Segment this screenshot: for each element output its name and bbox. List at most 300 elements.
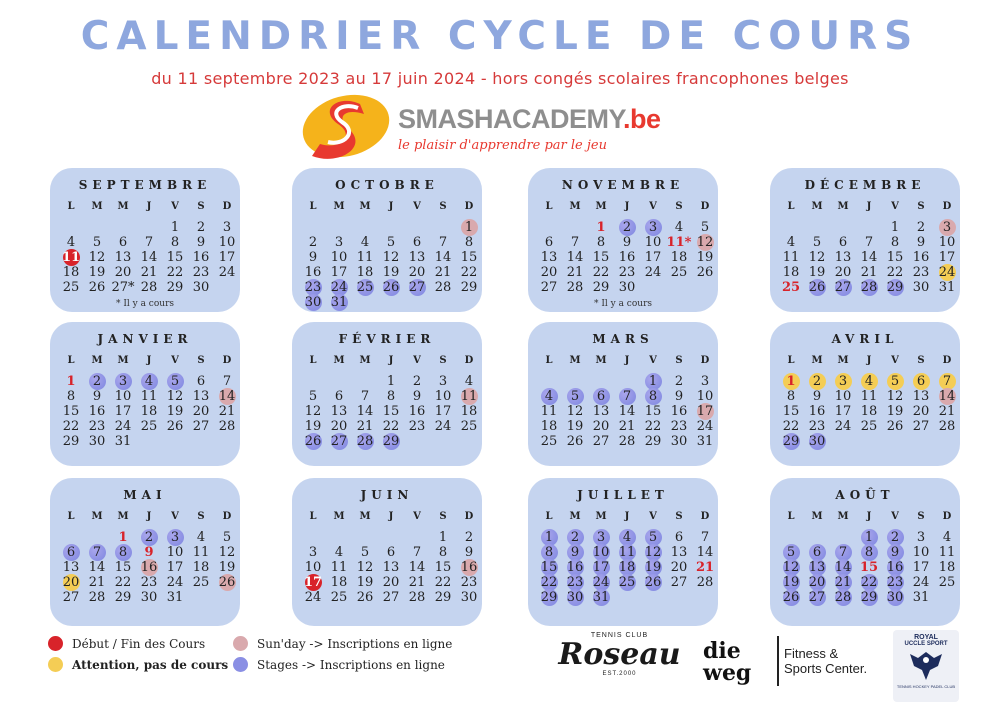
weekday-label: D (942, 201, 952, 212)
day-cell: 14 (140, 250, 158, 265)
day-cell: 23 (882, 575, 908, 590)
day-cell: 2 (916, 220, 926, 235)
month-6 (292, 322, 482, 466)
day-cell: 20 (114, 265, 132, 280)
day-cell: 2 (562, 530, 588, 545)
day-cell: 21 (938, 404, 956, 419)
day-cell: 20 (834, 265, 852, 280)
day-cell: 2 (84, 374, 110, 389)
day-cell: 27 (540, 280, 558, 295)
weekday-label: D (942, 511, 952, 522)
day-cell: 7 (222, 374, 232, 389)
day-cell: 25 (670, 265, 688, 280)
day-cell: 14 (408, 560, 426, 575)
day-cell: 31 (938, 280, 956, 295)
day-cell: 20 (408, 265, 426, 280)
day-cell: 31 (588, 590, 614, 605)
empty-cell (830, 530, 856, 545)
weekday-label: J (388, 511, 394, 522)
weekday-label: S (197, 355, 205, 366)
weekday-label: M (333, 355, 345, 366)
day-cell: 6 (412, 235, 422, 250)
month-3 (528, 168, 718, 312)
day-cell: 6 (334, 389, 344, 404)
day-cell: 5 (360, 545, 370, 560)
day-cell: 17 (692, 404, 718, 419)
weekday-label: D (222, 355, 232, 366)
day-cell: 29 (434, 590, 452, 605)
month-name: SEPTEMBRE (78, 178, 212, 192)
day-cell: 5 (308, 389, 318, 404)
day-cell: 3 (934, 220, 960, 235)
weekday-label: J (624, 511, 630, 522)
day-cell: 26 (378, 280, 404, 295)
day-cell: 23 (300, 280, 326, 295)
day-cell: 17 (912, 560, 930, 575)
legend-attention (48, 657, 228, 672)
red-dot-icon (48, 636, 63, 651)
day-cell: 27 (382, 590, 400, 605)
month-7 (528, 322, 718, 466)
day-cell: 14 (356, 404, 374, 419)
day-cell: 4 (464, 374, 474, 389)
day-cell: 11 (192, 545, 210, 560)
day-cell: 4 (136, 374, 162, 389)
day-cell: 18 (540, 419, 558, 434)
day-cell: 21 (140, 265, 158, 280)
day-cell: 29 (166, 280, 184, 295)
day-cell: 23 (562, 575, 588, 590)
weekday-label: L (545, 355, 553, 366)
weekday-label: L (309, 511, 317, 522)
month-10 (292, 478, 482, 626)
day-cell: 20 (58, 575, 84, 590)
legend-stages-label: Stages -> Inscriptions en ligne (257, 657, 445, 672)
weekday-label: S (439, 355, 447, 366)
day-cell: 4 (536, 389, 562, 404)
day-cell: 20 (592, 419, 610, 434)
day-cell: 1 (536, 530, 562, 545)
day-cell: 15 (460, 250, 478, 265)
day-cell: 27 (326, 434, 352, 449)
empty-cell (300, 220, 326, 235)
logo-be: .be (623, 104, 661, 134)
day-cell: 26 (356, 590, 374, 605)
day-cell: 7 (700, 530, 710, 545)
day-cell: 28 (566, 280, 584, 295)
empty-cell (562, 374, 588, 389)
month-1 (50, 168, 240, 312)
weekday-label: M (333, 511, 345, 522)
day-grid (778, 220, 960, 295)
day-cell: 10 (912, 545, 930, 560)
day-cell: 16 (670, 404, 688, 419)
day-cell: 10 (434, 389, 452, 404)
royal-bottom: TENNIS HOCKEY PADEL CLUB (896, 684, 956, 689)
weekday-label: V (171, 511, 179, 522)
month-name: AOÛT (835, 488, 895, 502)
day-cell: 10 (114, 389, 132, 404)
day-cell: 15 (62, 404, 80, 419)
weekday-label: M (595, 355, 607, 366)
month-name: JANVIER (97, 332, 193, 346)
day-cell: 24 (934, 265, 960, 280)
day-cell: 15 (166, 250, 184, 265)
day-cell: 12 (808, 250, 826, 265)
day-cell: 3 (916, 530, 926, 545)
smashacademy-logo (298, 86, 661, 166)
day-cell: 12 (566, 404, 584, 419)
weekday-label: D (464, 511, 474, 522)
day-cell: 1 (856, 530, 882, 545)
day-cell: 4 (614, 530, 640, 545)
day-cell: 9 (196, 235, 206, 250)
day-cell: 30 (618, 280, 636, 295)
day-cell: 22 (536, 575, 562, 590)
day-cell: 26 (166, 419, 184, 434)
weekday-label: J (388, 201, 394, 212)
day-cell: 18 (670, 250, 688, 265)
day-cell: 23 (88, 419, 106, 434)
day-cell: 23 (460, 575, 478, 590)
day-cell: 2 (804, 374, 830, 389)
weekday-label: M (91, 511, 103, 522)
day-cell: 10 (834, 389, 852, 404)
day-cell: 28 (218, 419, 236, 434)
month-name: MAI (123, 488, 167, 502)
day-cell: 3 (222, 220, 232, 235)
weekday-label: M (569, 201, 581, 212)
day-cell: 19 (640, 560, 666, 575)
empty-cell (326, 220, 352, 235)
day-cell: 24 (834, 419, 852, 434)
empty-cell (404, 220, 430, 235)
day-cell: 8 (438, 545, 448, 560)
day-cell: 6 (588, 389, 614, 404)
weekday-label: D (700, 201, 710, 212)
day-cell: 29 (460, 280, 478, 295)
weekday-label: V (891, 511, 899, 522)
day-cell: 20 (804, 575, 830, 590)
day-cell: 15 (592, 250, 610, 265)
empty-cell (352, 220, 378, 235)
day-cell: 14 (88, 560, 106, 575)
day-cell: 27 (830, 280, 856, 295)
logo-text (398, 104, 661, 135)
logo-smash: SMASH (398, 104, 494, 134)
day-cell: 11 (356, 250, 374, 265)
day-cell: 2 (136, 530, 162, 545)
day-cell: 2 (614, 220, 640, 235)
day-cell: 23 (408, 419, 426, 434)
day-cell: 23 (140, 575, 158, 590)
day-cell: 14 (434, 250, 452, 265)
day-grid (778, 530, 960, 605)
empty-cell (378, 220, 404, 235)
day-cell: 6 (386, 545, 396, 560)
day-cell: 6 (908, 374, 934, 389)
month-8 (770, 322, 960, 466)
day-cell: 8 (856, 545, 882, 560)
day-cell: 27 (592, 434, 610, 449)
weekday-label: M (117, 201, 129, 212)
day-cell: 25 (614, 575, 640, 590)
day-cell: 19 (886, 404, 904, 419)
weekday-header (536, 201, 718, 212)
day-cell: 21 (434, 265, 452, 280)
day-cell: 16 (192, 250, 210, 265)
weekday-label: D (464, 355, 474, 366)
day-cell: 11 (140, 389, 158, 404)
day-cell: 8 (890, 235, 900, 250)
smash-logo-icon (298, 86, 398, 166)
weekday-label: L (309, 201, 317, 212)
day-cell: 16 (618, 250, 636, 265)
day-cell: 13 (834, 250, 852, 265)
day-cell: 26 (886, 419, 904, 434)
weekday-header (300, 355, 482, 366)
day-cell: 25 (460, 419, 478, 434)
day-cell: 19 (304, 419, 322, 434)
royal-uccle-logo (893, 630, 959, 702)
day-cell: 1 (66, 374, 76, 389)
day-cell: 13 (592, 404, 610, 419)
day-cell: 22 (166, 265, 184, 280)
day-cell: 21 (695, 560, 715, 575)
day-cell: 28 (434, 280, 452, 295)
day-cell: 5 (562, 389, 588, 404)
day-cell: 24 (114, 419, 132, 434)
weekday-header (778, 511, 960, 522)
weekday-label: D (222, 201, 232, 212)
day-cell: 1 (778, 374, 804, 389)
day-cell: 4 (196, 530, 206, 545)
day-cell: 25 (781, 280, 801, 295)
weekday-header (58, 511, 240, 522)
day-cell: 7 (412, 545, 422, 560)
day-cell: 23 (808, 419, 826, 434)
weekday-label: V (649, 511, 657, 522)
weekday-label: J (624, 201, 630, 212)
day-cell: 18 (192, 560, 210, 575)
day-cell: 14 (618, 404, 636, 419)
day-cell: 16 (456, 560, 482, 575)
day-cell: 9 (412, 389, 422, 404)
day-cell: 26 (566, 434, 584, 449)
day-cell: 3 (640, 220, 666, 235)
weekday-label: L (67, 355, 75, 366)
day-grid (300, 530, 482, 605)
day-cell: 1 (456, 220, 482, 235)
weekday-header (300, 201, 482, 212)
day-cell: 28 (352, 434, 378, 449)
day-cell: 27 (192, 419, 210, 434)
day-cell: 12 (692, 235, 718, 250)
day-cell: 25 (352, 280, 378, 295)
day-cell: 18 (782, 265, 800, 280)
empty-cell (536, 374, 562, 389)
empty-cell (110, 220, 136, 235)
weekday-label: V (891, 201, 899, 212)
weekday-label: S (439, 511, 447, 522)
weekday-label: J (146, 201, 152, 212)
day-grid (58, 220, 240, 295)
weekday-label: M (595, 511, 607, 522)
day-cell: 7 (614, 389, 640, 404)
day-cell: 2 (308, 235, 318, 250)
day-cell: 4 (334, 545, 344, 560)
day-cell: 25 (192, 575, 210, 590)
day-cell: 26 (804, 280, 830, 295)
day-cell: 18 (938, 560, 956, 575)
weekday-label: S (917, 201, 925, 212)
day-cell: 22 (886, 265, 904, 280)
day-cell: 12 (640, 545, 666, 560)
day-cell: 25 (938, 575, 956, 590)
day-cell: 9 (674, 389, 684, 404)
weekday-header (778, 355, 960, 366)
month-name: MARS (592, 332, 654, 346)
day-cell: 21 (860, 265, 878, 280)
day-cell: 18 (614, 560, 640, 575)
day-cell: 8 (596, 235, 606, 250)
day-cell: 15 (859, 560, 879, 575)
day-cell: 22 (782, 419, 800, 434)
day-cell: 13 (192, 389, 210, 404)
day-cell: 12 (382, 250, 400, 265)
empty-cell (614, 374, 640, 389)
day-cell: 29 (856, 590, 882, 605)
day-cell: 18 (860, 404, 878, 419)
day-cell: 8 (536, 545, 562, 560)
day-cell: 15 (782, 404, 800, 419)
day-cell: 20 (670, 560, 688, 575)
weekday-header (778, 201, 960, 212)
weekday-label: S (675, 355, 683, 366)
day-cell: 23 (192, 265, 210, 280)
day-grid (778, 374, 960, 449)
day-cell: 1 (170, 220, 180, 235)
day-cell: 15 (382, 404, 400, 419)
empty-cell (536, 220, 562, 235)
empty-cell (404, 530, 430, 545)
day-cell: 5 (92, 235, 102, 250)
day-cell: 24 (434, 419, 452, 434)
empty-cell (84, 530, 110, 545)
day-cell: 22 (62, 419, 80, 434)
day-cell: 24 (644, 265, 662, 280)
weekday-label: D (700, 355, 710, 366)
day-cell: 7 (570, 235, 580, 250)
day-cell: 7 (144, 235, 154, 250)
day-cell: 8 (464, 235, 474, 250)
logo-tagline: le plaisir d'apprendre par le jeu (398, 138, 607, 153)
empty-cell (830, 220, 856, 235)
month-name: AVRIL (831, 332, 899, 346)
day-cell: 23 (912, 265, 930, 280)
day-cell: 27 (404, 280, 430, 295)
day-cell: 22 (382, 419, 400, 434)
day-cell: 9 (308, 250, 318, 265)
day-cell: 29 (536, 590, 562, 605)
weekday-label: M (117, 511, 129, 522)
day-cell: 20 (912, 404, 930, 419)
day-cell: 17 (218, 250, 236, 265)
weekday-label: L (787, 201, 795, 212)
day-cell: 14 (830, 560, 856, 575)
day-cell: 22 (114, 575, 132, 590)
day-cell: 26 (696, 265, 714, 280)
day-cell: 25 (330, 590, 348, 605)
day-cell: 18 (330, 575, 348, 590)
day-cell: 2 (882, 530, 908, 545)
day-cell: 22 (460, 265, 478, 280)
month-name: FÉVRIER (338, 332, 436, 346)
fitness-logo (784, 646, 867, 676)
legend-debut (48, 636, 205, 651)
day-cell: 1 (438, 530, 448, 545)
weekday-label: M (595, 201, 607, 212)
weekday-label: J (146, 355, 152, 366)
day-cell: 19 (88, 265, 106, 280)
purple-dot-icon (233, 657, 248, 672)
day-cell: 15 (886, 250, 904, 265)
day-cell: 28 (938, 419, 956, 434)
day-cell: 28 (140, 280, 158, 295)
day-cell: 16 (882, 560, 908, 575)
day-cell: 28 (408, 590, 426, 605)
day-cell: 25 (540, 434, 558, 449)
weekday-header (536, 355, 718, 366)
day-cell: 30 (670, 434, 688, 449)
weekday-label: S (917, 355, 925, 366)
day-cell: 29 (644, 434, 662, 449)
weekday-label: L (545, 201, 553, 212)
day-cell: 5 (778, 545, 804, 560)
weekday-label: J (866, 201, 872, 212)
day-cell: 12 (778, 560, 804, 575)
day-cell: 13 (382, 560, 400, 575)
day-cell: 19 (778, 575, 804, 590)
empty-cell (778, 530, 804, 545)
weekday-header (300, 511, 482, 522)
weekday-label: M (837, 201, 849, 212)
day-cell: 29 (592, 280, 610, 295)
day-cell: 29 (378, 434, 404, 449)
weekday-label: V (413, 511, 421, 522)
weekday-label: L (309, 355, 317, 366)
empty-cell (778, 220, 804, 235)
day-cell: 23 (618, 265, 636, 280)
weekday-label: M (359, 355, 371, 366)
day-grid (300, 374, 482, 449)
empty-cell (804, 220, 830, 235)
day-cell: 3 (830, 374, 856, 389)
empty-cell (352, 530, 378, 545)
day-cell: 16 (136, 560, 162, 575)
weekday-label: V (649, 201, 657, 212)
sponsor-divider (777, 636, 779, 686)
day-cell: 10 (644, 235, 662, 250)
weekday-label: V (891, 355, 899, 366)
weekday-label: S (439, 201, 447, 212)
day-cell: 15 (114, 560, 132, 575)
weekday-label: M (569, 511, 581, 522)
weekday-label: M (359, 201, 371, 212)
weekday-label: D (464, 201, 474, 212)
day-cell: 11 (456, 389, 482, 404)
weekday-label: J (388, 355, 394, 366)
